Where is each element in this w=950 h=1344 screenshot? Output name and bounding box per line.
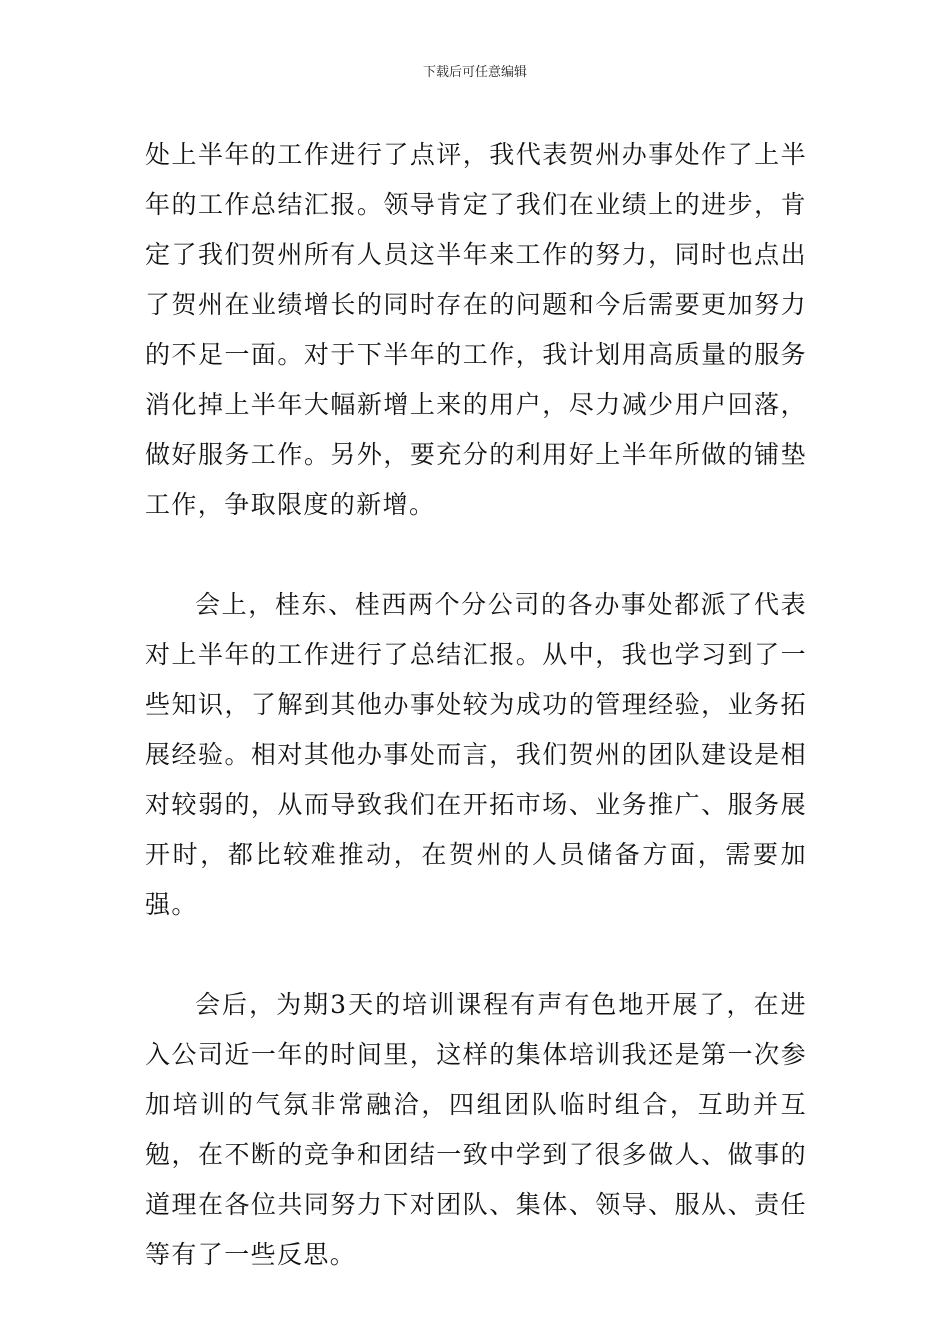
paragraph-2: 会上，桂东、桂西两个分公司的各办事处都派了代表对上半年的工作进行了总结汇报。从中，我也学习到了一些知识，了解到其他办事处较为成功的管理经验，业务拓展经验。相对其他办事处而言，我们贺州的团队建设是相对较弱的，从而导致我们在开拓市场、业务推广、服务展开时，都比较难推动，在贺州的人员储备方面，需要加强。 bbox=[145, 590, 807, 919]
paragraph-gap bbox=[145, 930, 807, 980]
paragraph-gap bbox=[145, 530, 807, 580]
page-header: 下载后可任意编辑 bbox=[422, 65, 527, 80]
paragraph-1: 处上半年的工作进行了点评，我代表贺州办事处作了上半年的工作总结汇报。领导肯定了我们在业绩上的进步，肯定了我们贺州所有人员这半年来工作的努力，同时也点出了贺州在业绩增长的同时存在的问题和今后需要更加努力的不足一面。对于下半年的工作，我计划用高质量的服务消化掉上半年大幅新增上来的用户，尽力减少用户回落，做好服务工作。另外，要充分的利用好上半年所做的铺垫工作，争取限度的新增。 bbox=[145, 140, 807, 519]
paragraph-3: 会后，为期3天的培训课程有声有色地开展了，在进入公司近一年的时间里，这样的集体培训我还是第一次参加培训的气氛非常融洽，四组团队临时组合，互助并互勉，在不断的竞争和团结一致中学到了很多做人、做事的道理在各位共同努力下对团队、集体、领导、服从、责任等有了一些反思。 bbox=[145, 990, 807, 1269]
document-body bbox=[145, 130, 807, 1280]
